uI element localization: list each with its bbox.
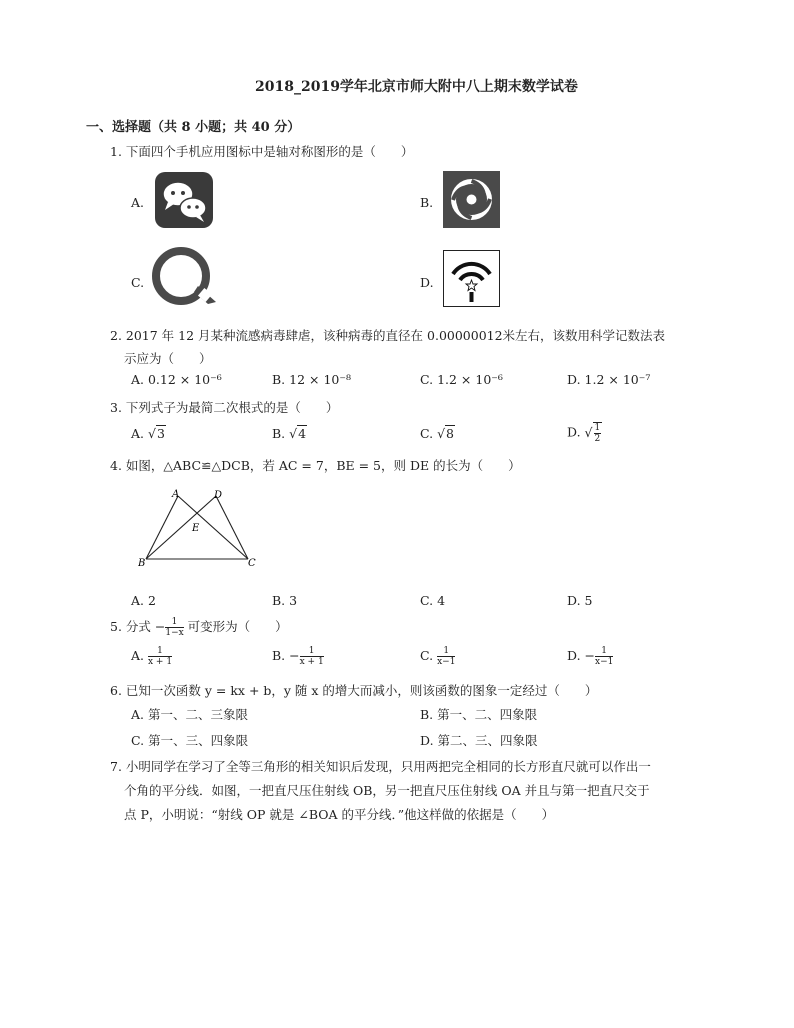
frac-numerator: 1 [300, 646, 324, 657]
q3-option-b-sqrt: √4 [289, 426, 307, 441]
q2-option-b: B. 12 × 10⁻⁸ [272, 372, 351, 387]
question-2-text-line1: 2. 2017 年 12 月某种流感病毒肆虐，该种病毒的直径在 0.00000012米左右，该数用科学记数法表 [110, 328, 666, 343]
question-6-text: 6. 已知一次函数 y = kx + b，y 随 x 的增大而减小，则该函数的图象一定经过（ ） [110, 683, 598, 698]
circle-q-icon [150, 246, 222, 308]
q5-option-d-frac [595, 646, 613, 667]
section-heading: 一、选择题（共 8 小题；共 40 分） [86, 120, 301, 135]
frac-denominator: 1−x [165, 628, 184, 638]
point-a-label: A [172, 489, 180, 500]
wifi-star-icon [443, 250, 500, 307]
q3-option-b-label: B. [272, 426, 286, 441]
q3-option-b [272, 426, 307, 441]
question-7-text-line3: 点 P，小明说：“射线 OP 就是 ∠BOA 的平分线．”他这样做的依据是（ ） [124, 807, 555, 822]
frac-numerator: 1 [595, 646, 613, 657]
question-4-text: 4. 如图，△ABC≌△DCB，若 AC = 7，BE = 5，则 DE 的长为（ ） [110, 458, 521, 473]
q5-option-a-frac [148, 646, 172, 667]
question-1-text: 1. 下面四个手机应用图标中是轴对称图形的是（ ） [110, 144, 414, 159]
q5-text-suffix: 可变形为（ ） [183, 619, 288, 634]
q5-option-b-label: B. − [272, 648, 300, 663]
q3-option-a [131, 426, 166, 441]
question-7-text-line2: 个角的平分线．如图，一把直尺压住射线 OB，另一把直尺压住射线 OA 并且与第一把直尺交于 [124, 783, 650, 798]
q5-option-d [567, 646, 613, 667]
point-c-label: C [248, 558, 256, 569]
q2-option-a: A. 0.12 × 10⁻⁶ [131, 372, 222, 387]
q6-option-a: A. 第一、二、三象限 [131, 707, 248, 722]
frac-denominator: x−1 [595, 657, 614, 667]
q6-option-d: D. 第二、三、四象限 [420, 733, 538, 748]
question-7-text-line1: 7. 小明同学在学习了全等三角形的相关知识后发现，只用两把完全相同的长方形直尺就可以作出一 [110, 759, 651, 774]
q1-option-a-label: A. [131, 195, 145, 210]
q3-option-d-sqrt: √ $\frac{1}{2}$ [584, 423, 601, 444]
q6-option-c: C. 第一、三、四象限 [131, 733, 249, 748]
q2-option-c: C. 1.2 × 10⁻⁶ [420, 372, 503, 387]
segment-db [146, 496, 216, 559]
frac-denominator: x + 1 [148, 657, 173, 667]
frac-numerator: 1 [437, 646, 455, 657]
point-b-label: B [138, 558, 146, 569]
q3-option-b-radicand: 4 [298, 426, 307, 441]
q1-option-d-label: D. [420, 275, 434, 290]
q5-option-b [272, 646, 324, 667]
q5-option-b-frac [300, 646, 324, 667]
q3-option-d-frac [593, 422, 603, 444]
question-2-text-line2: 示应为（ ） [124, 351, 212, 366]
q3-option-a-sqrt: √3 [148, 426, 165, 441]
q5-text-prefix: 5. 分式 − [110, 619, 166, 634]
frac-numerator: 1 [165, 617, 183, 628]
q4-option-a: A. 2 [131, 593, 156, 608]
q4-option-c: C. 4 [420, 593, 446, 608]
question-3-text: 3. 下列式子为最简二次根式的是（ ） [110, 400, 339, 415]
q5-option-d-label: D. − [567, 648, 595, 663]
q5-option-a [131, 646, 172, 667]
page-title: 2018_2019学年北京市师大附中八上期末数学试卷 [255, 79, 578, 95]
wechat-icon [155, 172, 213, 228]
q3-option-d-label: D. [567, 424, 581, 440]
q1-option-b-label: B. [420, 195, 434, 210]
q3-option-c-sqrt: √8 [437, 426, 454, 441]
q2-option-d: D. 1.2 × 10⁻⁷ [567, 372, 651, 387]
q4-option-b: B. 3 [272, 593, 298, 608]
point-d-label: D [214, 490, 223, 501]
q3-option-d [567, 422, 602, 444]
frac-numerator: 1 [148, 646, 172, 657]
segment-ac [178, 496, 248, 559]
q3-option-c [420, 426, 455, 441]
q5-option-c-frac [437, 646, 455, 667]
question-5-text [110, 617, 288, 638]
q5-option-c-label: C. [420, 648, 434, 663]
q1-option-c-label: C. [131, 275, 145, 290]
frac-denominator: x−1 [437, 657, 456, 667]
segment-ab [146, 496, 178, 559]
q6-option-b: B. 第一、二、四象限 [420, 707, 538, 722]
q4-figure [138, 486, 264, 575]
q5-option-a-label: A. [131, 648, 145, 663]
q5-option-c [420, 646, 455, 667]
frac-denominator: x + 1 [299, 657, 324, 667]
frac-numerator: 1 [594, 423, 601, 433]
frac-denominator: 2 [594, 434, 601, 444]
q3-option-a-label: A. [131, 426, 145, 441]
q3-option-a-radicand: 3 [156, 426, 165, 441]
q3-option-c-label: C. [420, 426, 434, 441]
q3-option-c-radicand: 8 [446, 426, 454, 441]
q5-main-frac [165, 617, 183, 638]
point-e-label: E [192, 523, 200, 534]
q4-option-d: D. 5 [567, 593, 593, 608]
swirl-icon [443, 171, 500, 228]
segment-dc [216, 496, 248, 559]
